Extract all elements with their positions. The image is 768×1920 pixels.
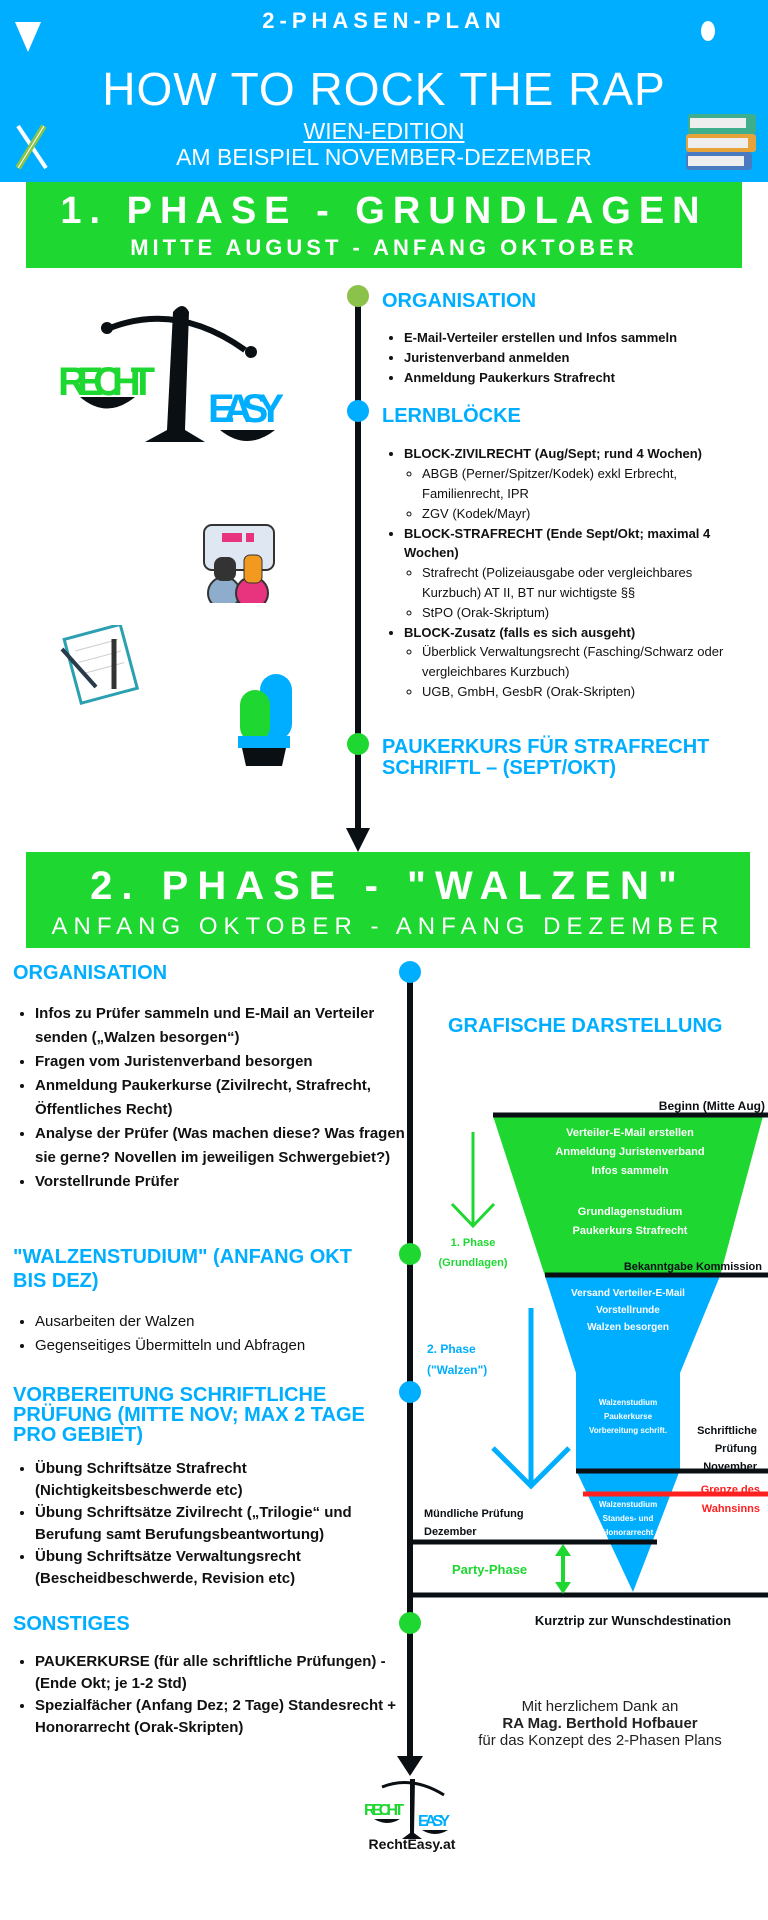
edition-label: WIEN-EDITION — [303, 118, 465, 144]
phase1-subtitle: MITTE AUGUST - ANFANG OKTOBER — [130, 235, 638, 260]
arrow-down-icon — [397, 1756, 423, 1776]
svg-text:Walzenstudium: Walzenstudium — [598, 1500, 658, 1509]
walzenstudium-heading: "WALZENSTUDIUM" (ANFANG OKT BIS DEZ) — [13, 1246, 352, 1292]
timeline-dot — [347, 400, 369, 422]
notebook-icon — [58, 625, 142, 705]
books-icon — [682, 108, 760, 172]
svg-text:Mündliche Prüfung: Mündliche Prüfung — [424, 1508, 524, 1520]
sonstiges-heading: SONSTIGES — [13, 1613, 130, 1635]
kurztrip-label: Kurztrip zur Wunschdestination — [534, 1613, 732, 1628]
phase1-organisation-heading: ORGANISATION — [382, 290, 537, 312]
list-item: • E-Mail-Verteiler erstellen und Infos sammeln — [404, 328, 756, 348]
svg-text:Standes- und: Standes- und — [602, 1514, 654, 1523]
svg-text:Vorstellrunde: Vorstellrunde — [596, 1305, 660, 1316]
block-zivilrecht: • BLOCK-ZIVILRECHT (Aug/Sept; rund 4 Wochen) ◦ ABGB (Perner/Spitzer/Kodek) exkl Erbrecht, Familienrecht, IPR ◦ ZGV (Kodek/Mayr) — [404, 444, 731, 524]
list-item: • Spezialfächer (Anfang Dez; 2 Tage) Standesrecht + Honorarrecht (Orak-Skripten) — [35, 1695, 403, 1739]
list-item: ◦ Überblick Verwaltungsrecht (Fasching/Schwarz oder vergleichbares Kurzbuch) — [422, 642, 731, 682]
walzenstudium-list — [13, 1310, 403, 1358]
arrow-down-icon — [452, 1132, 494, 1226]
list-item: ◦ StPO (Orak-Skriptum) — [422, 603, 731, 623]
phase2-title: 2. PHASE - "WALZEN" — [90, 864, 686, 908]
svg-text:EASY: EASY — [418, 1813, 450, 1830]
svg-text:RECHT: RECHT — [364, 1802, 404, 1819]
svg-text:Anmeldung Juristenverband: Anmeldung Juristenverband — [555, 1146, 705, 1158]
list-item: • PAUKERKURSE (für alle schriftliche Prüfungen) - (Ende Okt; je 1-2 Std) — [35, 1651, 403, 1695]
header — [0, 0, 768, 182]
svg-text:(Grundlagen): (Grundlagen) — [438, 1257, 508, 1269]
svg-text:2. Phase: 2. Phase — [427, 1342, 476, 1356]
svg-text:Paukerkurs Strafrecht: Paukerkurs Strafrecht — [572, 1225, 688, 1237]
phase1-banner — [26, 182, 742, 268]
block-strafrecht: • BLOCK-STRAFRECHT (Ende Sept/Okt; maximal 4 Wochen) ◦ Strafrecht (Polizeiausgabe oder vergleichbares Kurzbuch) AT II, BT nur wichtigste §§ ◦ StPO (Orak-Skriptum) — [404, 524, 731, 623]
svg-text:November: November — [703, 1461, 757, 1473]
pencil-pen-icon — [14, 122, 50, 172]
phase1-title: 1. PHASE - GRUNDLAGEN — [60, 190, 708, 232]
lernbloecke-list — [386, 444, 731, 702]
footer-logo — [362, 1775, 462, 1843]
rechteasy-logo — [55, 300, 295, 455]
page-title: HOW TO ROCK THE RAP — [102, 63, 666, 115]
svg-text:("Walzen"): ("Walzen") — [427, 1363, 488, 1377]
diagram-heading: GRAFISCHE DARSTELLUNG — [448, 1015, 723, 1037]
svg-text:Schriftliche: Schriftliche — [697, 1425, 757, 1437]
logo-recht: RECHT — [58, 360, 155, 404]
list-item: • Juristenverband anmelden — [404, 348, 756, 368]
list-item: • Übung Schriftsätze Zivilrecht („Trilogie“ und Berufung samt Berufungsbeantwortung) — [35, 1502, 383, 1546]
block-zusatz: • BLOCK-Zusatz (falls es sich ausgeht) ◦ Überblick Verwaltungsrecht (Fasching/Schwarz oder vergleichbares Kurzbuch) ◦ UGB, GmbH, GesbR (Orak-Skripten) — [404, 623, 731, 703]
party-phase-label: Party-Phase — [452, 1562, 528, 1577]
sonstiges-list — [13, 1651, 403, 1739]
svg-text:Paukerkurse: Paukerkurse — [603, 1412, 653, 1421]
list-item: • Vorstellrunde Prüfer — [35, 1170, 405, 1194]
funnel-green — [493, 1116, 763, 1276]
svg-text:Verteiler-E-Mail erstellen: Verteiler-E-Mail erstellen — [566, 1127, 694, 1139]
bekanntgabe-label: Bekanntgabe Kommission — [623, 1261, 762, 1273]
list-item: • Ausarbeiten der Walzen — [35, 1310, 403, 1334]
presentation-icon — [202, 515, 278, 603]
beginn-label: Beginn (Mitte Aug) — [658, 1099, 765, 1113]
schriftlich-list — [13, 1458, 383, 1590]
svg-text:Dezember: Dezember — [424, 1526, 477, 1538]
arrow-down-icon — [493, 1308, 569, 1486]
logo-easy: EASY — [208, 387, 284, 431]
svg-text:Versand Verteiler-E-Mail: Versand Verteiler-E-Mail — [571, 1288, 685, 1299]
list-item: ◦ ABGB (Perner/Spitzer/Kodek) exkl Erbrecht, Familienrecht, IPR — [422, 464, 731, 504]
triangle-icon — [15, 22, 41, 52]
paukerkurs-heading: PAUKERKURS FÜR STRAFRECHT SCHRIFTL – (SEPT/OKT) — [382, 736, 710, 779]
footer-url[interactable]: RechtEasy.at — [368, 1836, 456, 1852]
svg-text:1. Phase: 1. Phase — [450, 1237, 496, 1249]
list-item: • Übung Schriftsätze Strafrecht (Nichtigkeitsbeschwerde etc) — [35, 1458, 383, 1502]
arrow-down-icon — [346, 828, 370, 854]
timeline-dot — [347, 285, 369, 307]
list-item: • Analyse der Prüfer (Was machen diese? Was fragen sie gerne? Novellen im jeweiligen Schwergebiet?) — [35, 1122, 405, 1170]
list-item: • Fragen vom Juristenverband besorgen — [35, 1050, 405, 1074]
svg-text:Walzen besorgen: Walzen besorgen — [587, 1322, 669, 1333]
phase1-organisation-list — [386, 328, 756, 388]
svg-text:Honorarrecht: Honorarrecht — [602, 1528, 654, 1537]
phase2-organisation-heading: ORGANISATION — [13, 962, 168, 984]
svg-text:Walzenstudium: Walzenstudium — [598, 1398, 658, 1407]
list-item: ◦ ZGV (Kodek/Mayr) — [422, 504, 731, 524]
list-item: • Gegenseitiges Übermitteln und Abfragen — [35, 1334, 403, 1358]
list-item: • Infos zu Prüfer sammeln und E-Mail an Verteiler senden („Walzen besorgen“) — [35, 1002, 405, 1050]
phase2-banner — [26, 852, 750, 948]
circle-icon — [700, 20, 716, 42]
svg-text:Vorbereitung schrift.: Vorbereitung schrift. — [588, 1426, 668, 1435]
double-arrow-icon — [555, 1544, 571, 1594]
list-item: • Anmeldung Paukerkurse (Zivilrecht, Strafrecht, Öffentliches Recht) — [35, 1074, 405, 1122]
acknowledgement: Mit herzlichem Dank an RA Mag. Berthold Hofbauer für das Konzept des 2-Phasen Plans — [478, 1698, 722, 1749]
phase2-organisation-list — [13, 1002, 405, 1194]
svg-text:Grundlagenstudium: Grundlagenstudium — [577, 1206, 683, 1218]
timeline-phase1 — [355, 296, 361, 836]
list-item: ◦ UGB, GmbH, GesbR (Orak-Skripten) — [422, 682, 731, 702]
list-item: • Anmeldung Paukerkurs Strafrecht — [404, 368, 756, 388]
lernbloecke-heading: LERNBLÖCKE — [382, 405, 521, 427]
timeline-dot — [399, 961, 421, 983]
timeline-dot — [347, 733, 369, 755]
phase2-subtitle: ANFANG OKTOBER - ANFANG DEZEMBER — [51, 913, 725, 940]
svg-text:Infos sammeln: Infos sammeln — [591, 1165, 669, 1177]
list-item: • Übung Schriftsätze Verwaltungsrecht (Bescheidbeschwerde, Revision etc) — [35, 1546, 383, 1590]
schriftlich-heading: VORBEREITUNG SCHRIFTLICHE PRÜFUNG (MITTE NOV; MAX 2 TAGE PRO GEBIET) — [13, 1384, 365, 1446]
funnel-diagram — [410, 1080, 768, 1640]
svg-text:Prüfung: Prüfung — [714, 1443, 757, 1455]
svg-text:Wahnsinns: Wahnsinns — [701, 1503, 760, 1515]
svg-text:Grenze des: Grenze des — [700, 1484, 760, 1496]
list-item: ◦ Strafrecht (Polizeiausgabe oder vergleichbares Kurzbuch) AT II, BT nur wichtigste §§ — [422, 563, 731, 603]
cactus-icon — [236, 660, 296, 768]
example-label: AM BEISPIEL NOVEMBER-DEZEMBER — [176, 144, 592, 170]
kicker: 2-PHASEN-PLAN — [262, 8, 506, 33]
